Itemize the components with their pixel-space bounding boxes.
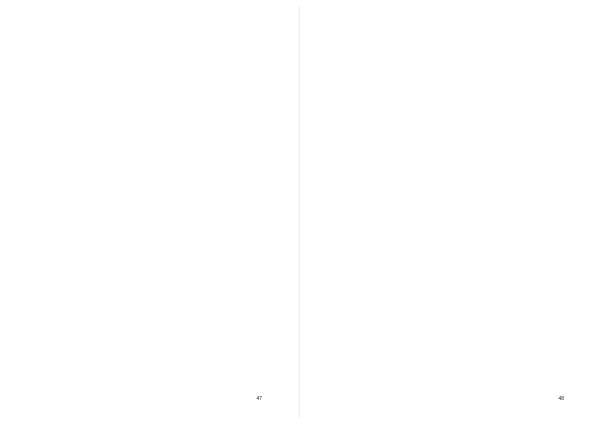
right-page-number: 48 xyxy=(558,396,564,402)
right-page xyxy=(300,0,600,424)
right-page-text xyxy=(328,20,574,382)
left-page-number: 47 xyxy=(256,396,262,402)
left-page-text xyxy=(28,20,274,382)
